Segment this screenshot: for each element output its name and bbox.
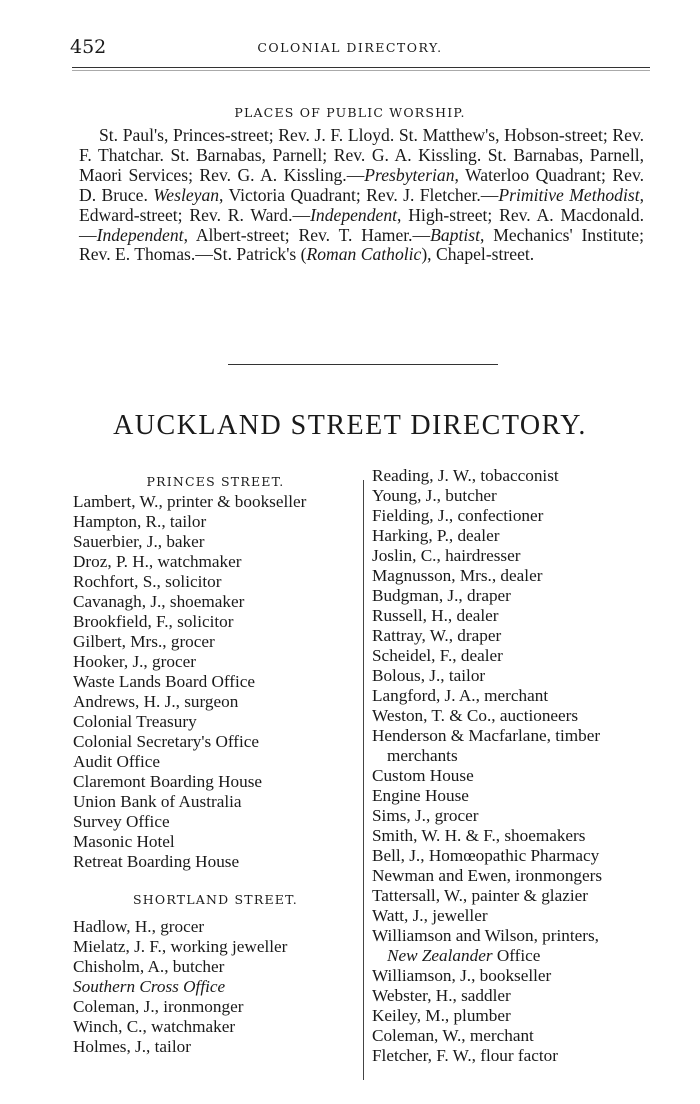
page-number: 452 [70,36,107,58]
list-item: Budgman, J., draper [372,586,511,605]
list-item: Mielatz, J. F., working jeweller [73,937,288,956]
list-item: Sauerbier, J., baker [73,532,205,551]
list-item: Rattray, W., draper [372,626,502,645]
list-item: Bell, J., Homœopathic Pharmacy [372,846,600,865]
list-item: Keiley, M., plumber [372,1006,511,1025]
shortland-street-heading: SHORTLAND STREET. [133,892,298,907]
list-item: Coleman, J., ironmonger [73,997,244,1016]
header-rule [72,67,650,68]
list-item: Retreat Boarding House [73,852,240,871]
list-item: Watt, J., jeweller [372,906,488,925]
list-item: Colonial Secretary's Office [73,732,260,751]
list-item: Lambert, W., printer & bookseller [73,492,307,511]
office-suffix: Office [492,946,541,965]
list-item: Hadlow, H., grocer [73,917,205,936]
list-item: Webster, H., saddler [372,986,511,1005]
list-item: Russell, H., dealer [372,606,499,625]
list-item: Fletcher, F. W., flour factor [372,1046,558,1065]
list-item: Langford, J. A., merchant [372,686,549,705]
worship-heading: PLACES OF PUBLIC WORSHIP. [234,105,466,120]
list-item: Audit Office [73,752,161,771]
list-item: Colonial Treasury [73,712,197,731]
list-item: Tattersall, W., painter & glazier [372,886,588,905]
list-item: Weston, T. & Co., auctioneers [372,706,579,725]
worship-paragraph: St. Paul's, Princes-street; Rev. J. F. Lloyd. St. Matthew's, Hobson-street; Rev. F. Thatchar. St. Barnabas, Parnell; Rev. G. A. Kissling. St. Barnabas, Parnell, Maori Services; Rev. G. A. Kissling.—Presbyterian, Waterloo Quadrant; Rev. D. Bruce. Wesleyan, Victoria Quadrant; Rev. J. Fletcher.—Primitive Methodist, Edward-street; Rev. R. Ward.—Independent, High-street; Rev. A. Macdonald.—Independent, Albert-street; Rev. T. Hamer.—Baptist, Mechanics' Institute; Rev. E. Thomas.—St. Patrick's (Roman Catholic), Chapel-street. [79,125,644,265]
list-item: Custom House [372,766,474,785]
list-item: Claremont Boarding House [73,772,263,791]
princes-street-heading: PRINCES STREET. [146,474,285,489]
list-item: Droz, P. H., watchmaker [73,552,242,571]
list-item: Southern Cross Office [73,977,226,996]
list-item: Bolous, J., tailor [372,666,486,685]
list-item: Survey Office [73,812,170,831]
list-item-continuation [372,946,662,966]
spacer [73,872,358,890]
list-item: Holmes, J., tailor [73,1037,191,1056]
list-item: Hooker, J., grocer [73,652,196,671]
directory-title: AUCKLAND STREET DIRECTORY. [113,410,587,441]
list-item: Joslin, C., hairdresser [372,546,521,565]
list-item: Rochfort, S., solicitor [73,572,222,591]
list-item: Newman and Ewen, ironmongers [372,866,603,885]
column-divider [363,480,364,1080]
list-item: Smith, W. H. & F., shoemakers [372,826,586,845]
list-item: Gilbert, Mrs., grocer [73,632,215,651]
list-item: Chisholm, A., butcher [73,957,225,976]
header-rule-thin [72,70,650,71]
list-item: Cavanagh, J., shoemaker [73,592,245,611]
list-item: Young, J., butcher [372,486,497,505]
list-item: Hampton, R., tailor [73,512,207,531]
list-item: Scheidel, F., dealer [372,646,503,665]
list-item-continuation: merchants [387,746,458,765]
list-item: Reading, J. W., tobacconist [372,466,559,485]
section-divider [228,364,498,365]
list-item: Williamson and Wilson, printers, [372,926,599,945]
list-item: Union Bank of Australia [73,792,242,811]
list-item: Harking, P., dealer [372,526,500,545]
right-column [372,466,662,1066]
list-item: Masonic Hotel [73,832,175,851]
list-item: Waste Lands Board Office [73,672,256,691]
list-item: Winch, C., watchmaker [73,1017,236,1036]
list-item: Fielding, J., confectioner [372,506,544,525]
list-item: Coleman, W., merchant [372,1026,534,1045]
list-item: Andrews, H. J., surgeon [73,692,239,711]
left-column [73,472,358,1057]
running-title: COLONIAL DIRECTORY. [257,40,443,55]
list-item: Engine House [372,786,469,805]
list-item: Henderson & Macfarlane, timber [372,726,601,745]
list-item: Magnusson, Mrs., dealer [372,566,543,585]
list-item: Brookfield, F., solicitor [73,612,234,631]
list-item: Williamson, J., bookseller [372,966,552,985]
newspaper-title: New Zealander [387,946,493,965]
spacer [73,910,358,917]
list-item: Sims, J., grocer [372,806,479,825]
